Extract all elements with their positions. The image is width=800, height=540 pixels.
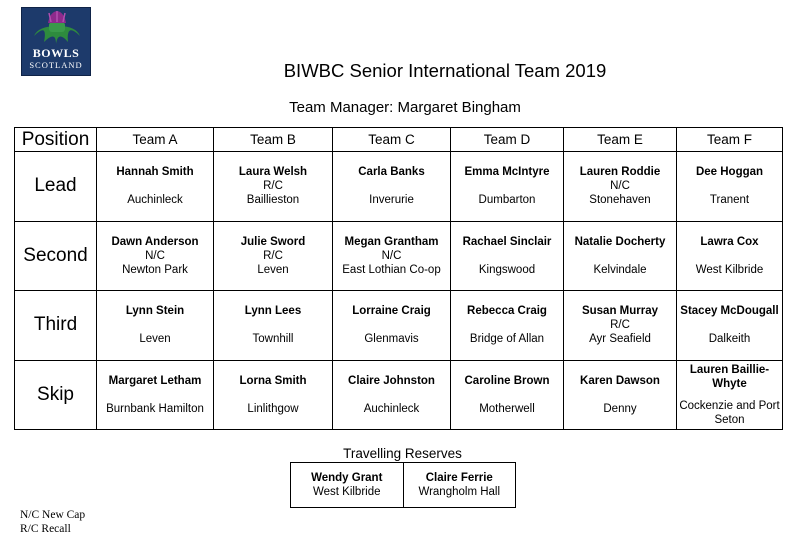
player-club: West Kilbride (312, 486, 381, 498)
player-name: Lawra Cox (700, 235, 759, 248)
player-name: Carla Banks (358, 166, 425, 179)
player-name: Hannah Smith (116, 166, 194, 179)
player-cell (333, 152, 451, 222)
player-club: Kingswood (478, 263, 536, 276)
player-cell (333, 221, 451, 291)
player-club: West Kilbride (695, 263, 764, 276)
player-club: Leven (139, 333, 171, 346)
player-status: R/C (610, 319, 630, 332)
player-name: Wendy Grant (311, 472, 383, 484)
player-cell (214, 291, 333, 361)
team-header: Team F (677, 128, 783, 152)
player-status: R/C (263, 249, 283, 262)
position-label: Lead (15, 152, 97, 222)
player-club: East Lothian Co-op (342, 263, 441, 276)
reserves-title: Travelling Reserves (343, 446, 462, 461)
team-header: Team E (564, 128, 677, 152)
team-header: Team A (97, 128, 214, 152)
player-cell (451, 360, 564, 430)
player-name: Lynn Stein (125, 305, 185, 318)
player-name: Dawn Anderson (111, 235, 199, 248)
logo-text-scotland: SCOTLAND (29, 60, 83, 70)
table-header-row (15, 128, 783, 152)
player-club: Linlithgow (247, 402, 299, 415)
bowls-scotland-logo (21, 7, 91, 76)
player-club: Dalkeith (708, 333, 751, 346)
player-name: Dee Hoggan (695, 166, 764, 179)
player-name: Rebecca Craig (467, 305, 547, 318)
player-name: Stacey McDougall (680, 305, 779, 318)
player-cell (451, 152, 564, 222)
player-club: Cockenzie and Port Seton (679, 399, 780, 426)
player-cell (451, 221, 564, 291)
position-header: Position (15, 128, 97, 152)
player-cell (333, 291, 451, 361)
player-cell (451, 291, 564, 361)
team-table (14, 127, 783, 430)
reserve-cell (291, 463, 404, 508)
team-manager: Team Manager: Margaret Bingham (289, 99, 521, 116)
player-cell (677, 291, 783, 361)
player-cell (564, 291, 677, 361)
player-cell (677, 221, 783, 291)
player-cell (677, 152, 783, 222)
player-status: R/C (263, 180, 283, 193)
player-cell (564, 152, 677, 222)
player-club: Motherwell (479, 402, 535, 415)
player-club: Auchinleck (363, 402, 420, 415)
player-status: N/C (381, 249, 402, 262)
thistle-icon (22, 8, 90, 48)
player-club: Glenmavis (364, 333, 419, 346)
team-header: Team D (451, 128, 564, 152)
player-club: Bridge of Allan (469, 333, 545, 346)
player-cell (97, 360, 214, 430)
player-name: Claire Ferrie (425, 472, 493, 484)
player-name: Laura Welsh (238, 166, 308, 179)
player-name: Susan Murray (581, 305, 659, 318)
player-club: Townhill (252, 333, 294, 346)
logo-text-bowls: BOWLS (32, 46, 80, 60)
player-cell (564, 221, 677, 291)
player-cell (97, 221, 214, 291)
table-row (291, 463, 516, 508)
player-cell (97, 152, 214, 222)
player-name: Claire Johnston (348, 374, 435, 387)
position-label: Third (15, 291, 97, 361)
player-club: Tranent (709, 194, 750, 207)
player-club: Baillieston (246, 194, 300, 207)
player-cell (333, 360, 451, 430)
player-cell (97, 291, 214, 361)
player-club: Stonehaven (589, 194, 651, 207)
position-label: Skip (15, 360, 97, 430)
player-name: Caroline Brown (464, 374, 550, 387)
player-club: Dumbarton (478, 194, 536, 207)
player-status: N/C (145, 249, 165, 262)
player-cell (214, 221, 333, 291)
player-club: Leven (257, 263, 289, 276)
player-cell (214, 152, 333, 222)
player-club: Auchinleck (127, 194, 183, 207)
player-club: Inverurie (369, 194, 414, 207)
player-name: Megan Grantham (344, 235, 439, 248)
player-name: Rachael Sinclair (462, 235, 552, 248)
key-new-cap: N/C New Cap (20, 509, 86, 521)
team-header: Team C (333, 128, 451, 152)
player-name: Lynn Lees (244, 305, 302, 318)
page-title: BIWBC Senior International Team 2019 (283, 60, 607, 81)
player-name: Lorraine Craig (352, 305, 431, 318)
player-club: Newton Park (122, 263, 188, 276)
player-name: Lorna Smith (239, 374, 307, 387)
player-club: Kelvindale (593, 263, 647, 276)
player-name: Emma McIntyre (464, 166, 550, 179)
team-header: Team B (214, 128, 333, 152)
player-club: Burnbank Hamilton (106, 402, 204, 415)
player-club: Wrangholm Hall (418, 486, 501, 498)
player-club: Ayr Seafield (589, 333, 651, 346)
player-name: Julie Sword (240, 235, 306, 248)
table-row (15, 291, 783, 361)
table-row (15, 221, 783, 291)
player-name: Natalie Docherty (574, 235, 666, 248)
player-cell (677, 360, 783, 430)
table-row (15, 152, 783, 222)
reserve-cell (403, 463, 516, 508)
player-club: Denny (603, 402, 637, 415)
position-label: Second (15, 221, 97, 291)
player-name: Lauren Baillie-Whyte (689, 363, 770, 390)
player-name: Karen Dawson (580, 374, 660, 387)
table-row (15, 360, 783, 430)
reserves-table (290, 462, 516, 508)
player-cell (214, 360, 333, 430)
player-name: Lauren Roddie (579, 166, 661, 179)
player-status: N/C (610, 180, 630, 193)
player-name: Margaret Letham (108, 374, 202, 387)
key-recall: R/C Recall (20, 523, 71, 535)
player-cell (564, 360, 677, 430)
